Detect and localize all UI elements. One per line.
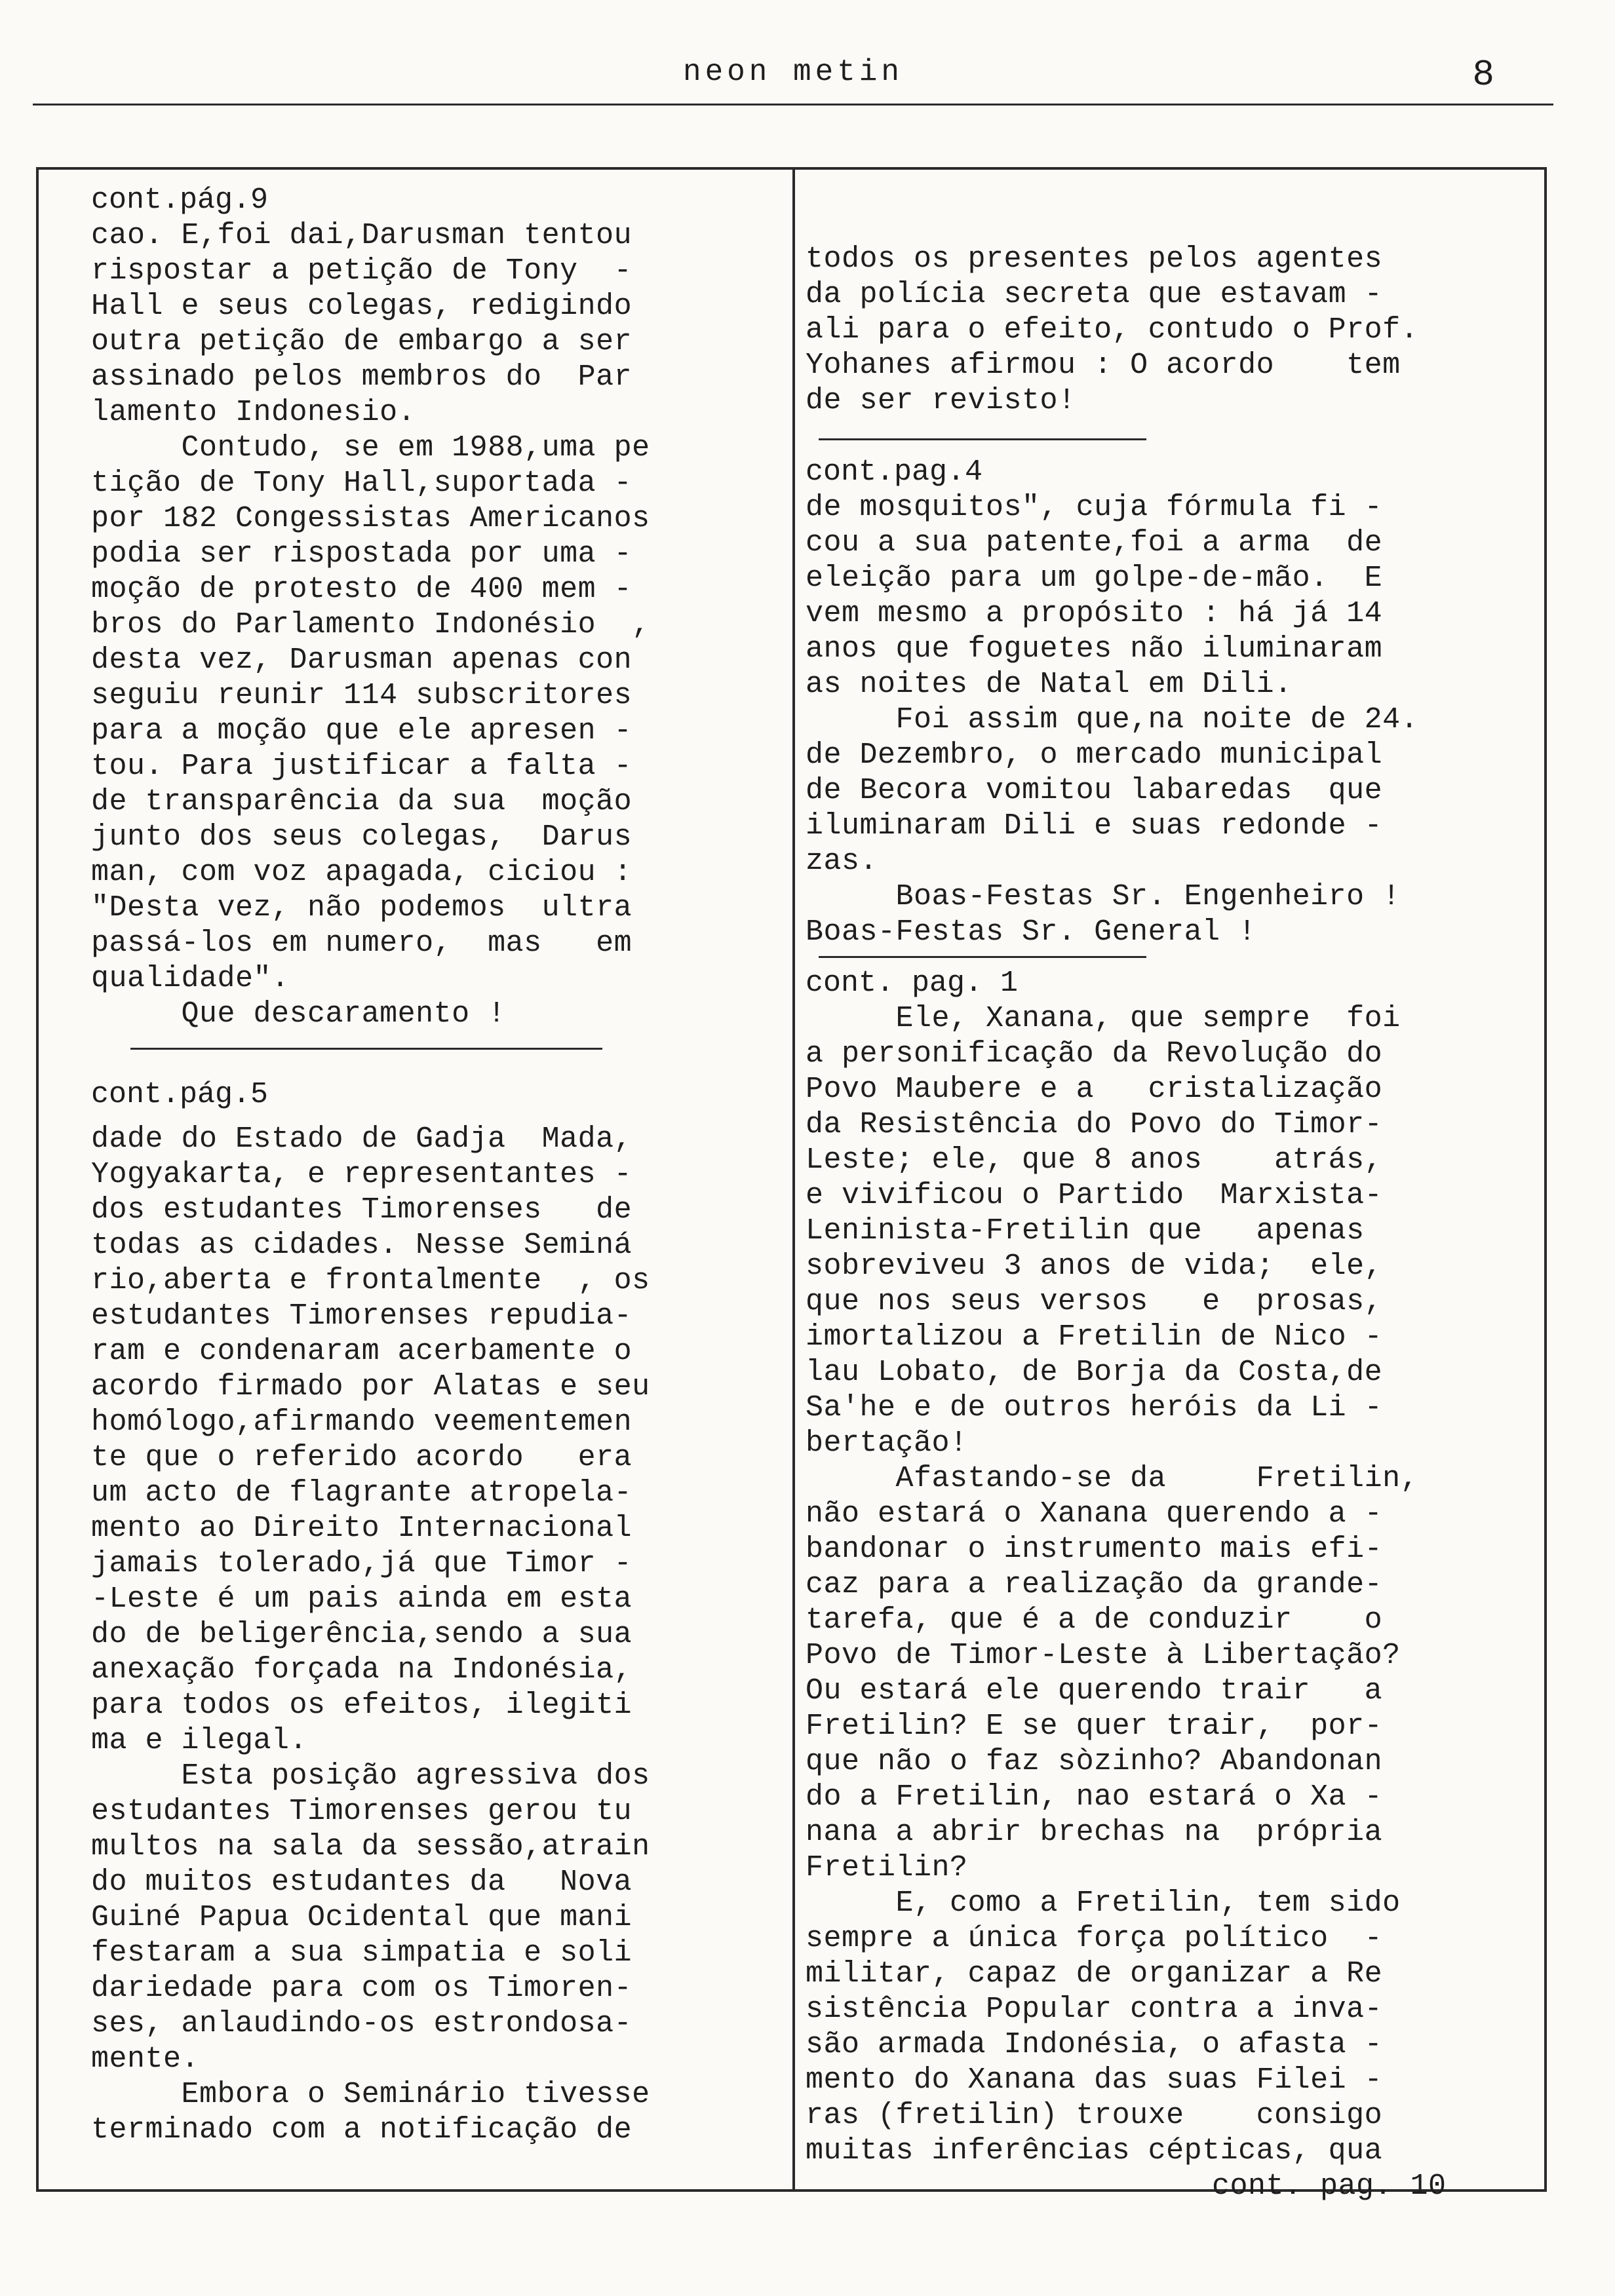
header-rule xyxy=(33,104,1553,105)
text-line: Foi assim que,na noite de 24. xyxy=(806,703,1419,737)
left-section-cont-pag-5 xyxy=(91,1077,786,2148)
text-line: para todos os efeitos, ilegiti xyxy=(91,1689,632,1722)
text-line: todos os presentes pelos agentes xyxy=(806,242,1383,276)
text-line: passá-los em numero, mas em xyxy=(91,927,632,960)
text-line: acordo firmado por Alatas e seu xyxy=(91,1370,650,1404)
continuation-note: cont. pag. 10 xyxy=(1212,2170,1447,2203)
text-line: sistência Popular contra a inva- xyxy=(806,1993,1383,2026)
text-line: da Resistência do Povo do Timor- xyxy=(806,1108,1383,1141)
text-line: mente. xyxy=(91,2042,200,2076)
text-line: te que o referido acordo era xyxy=(91,1441,632,1474)
text-line: ram e condenaram acerbamente o xyxy=(91,1335,632,1368)
text-line: tou. Para justificar a falta - xyxy=(91,750,632,783)
page-title: neon metin xyxy=(682,55,904,89)
text-line: man, com voz apagada, ciciou : xyxy=(91,856,632,889)
text-line: Afastando-se da Fretilin, xyxy=(806,1462,1419,1495)
text-line: Yogyakarta, e representantes - xyxy=(91,1158,632,1191)
text-line: de Becora vomitou labaredas que xyxy=(806,774,1383,807)
text-line: dade do Estado de Gadja Mada, xyxy=(91,1122,632,1156)
text-line: anexação forçada na Indonésia, xyxy=(91,1653,632,1687)
text-line: mento do Xanana das suas Filei - xyxy=(806,2063,1383,2097)
text-line: Boas-Festas Sr. Engenheiro ! xyxy=(806,880,1401,913)
text-line: eleição para um golpe-de-mão. E xyxy=(806,562,1383,595)
text-line: ali para o efeito, contudo o Prof. xyxy=(806,313,1419,347)
text-line: as noites de Natal em Dili. xyxy=(806,668,1293,701)
right-section-cont-pag-4 xyxy=(806,455,1533,950)
text-line: terminado com a notificação de xyxy=(91,2113,632,2147)
text-line: Leninista-Fretilin que apenas xyxy=(806,1214,1365,1248)
text-line: da polícia secreta que estavam - xyxy=(806,278,1383,311)
section-heading: cont.pag.4 xyxy=(806,455,983,489)
text-line: militar, capaz de organizar a Re xyxy=(806,1957,1383,1991)
left-section-cont-pag-9 xyxy=(91,183,786,1032)
text-line: sempre a única força político - xyxy=(806,1922,1383,1955)
text-line: rispostar a petição de Tony - xyxy=(91,254,632,288)
text-line: anos que foguetes não iluminaram xyxy=(806,632,1383,666)
text-line: Sa'he e de outros heróis da Li - xyxy=(806,1391,1383,1425)
text-line: cou a sua patente,foi a arma de xyxy=(806,526,1383,560)
text-line: lau Lobato, de Borja da Costa,de xyxy=(806,1356,1383,1389)
text-line: Fretilin? E se quer trair, por- xyxy=(806,1710,1383,1743)
text-line: festaram a sua simpatia e soli xyxy=(91,1936,632,1970)
section-separator xyxy=(130,1048,602,1050)
text-line: Fretilin? xyxy=(806,1851,968,1885)
text-line: zas. xyxy=(806,845,878,878)
text-line: Ele, Xanana, que sempre foi xyxy=(806,1002,1401,1035)
text-line: de Dezembro, o mercado municipal xyxy=(806,738,1383,772)
text-line: bertação! xyxy=(806,1426,968,1460)
text-line: ses, anlaudindo-os estrondosa- xyxy=(91,2007,632,2040)
text-line: tição de Tony Hall,suportada - xyxy=(91,467,632,500)
text-line: ma e ilegal. xyxy=(91,1724,308,1757)
text-line: não estará o Xanana querendo a - xyxy=(806,1497,1383,1531)
text-line: um acto de flagrante atropela- xyxy=(91,1476,632,1510)
text-line: Ou estará ele querendo trair a xyxy=(806,1674,1383,1708)
text-line: ras (fretilin) trouxe consigo xyxy=(806,2099,1383,2132)
text-line: sobreviveu 3 anos de vida; ele, xyxy=(806,1250,1383,1283)
section-separator xyxy=(819,438,1146,440)
text-line: dos estudantes Timorenses de xyxy=(91,1193,632,1227)
text-line: Povo de Timor-Leste à Libertação? xyxy=(806,1639,1401,1672)
text-line: de ser revisto! xyxy=(806,384,1076,417)
text-line: podia ser rispostada por uma - xyxy=(91,537,632,571)
text-line: dariedade para com os Timoren- xyxy=(91,1972,632,2005)
text-line: cao. E,foi dai,Darusman tentou xyxy=(91,219,632,252)
text-line: E, como a Fretilin, tem sido xyxy=(806,1886,1401,1920)
text-line: mento ao Direito Internacional xyxy=(91,1512,632,1545)
text-line: tarefa, que é a de conduzir o xyxy=(806,1603,1383,1637)
text-line: de transparência da sua moção xyxy=(91,785,632,818)
article-frame xyxy=(36,167,1547,2203)
text-line: nana a abrir brechas na própria xyxy=(806,1816,1383,1849)
right-section-continuation xyxy=(806,242,1533,419)
text-line: Yohanes afirmou : O acordo tem xyxy=(806,349,1401,382)
text-line: "Desta vez, não podemos ultra xyxy=(91,891,632,925)
text-line: Embora o Seminário tivesse xyxy=(91,2078,650,2111)
text-line: iluminaram Dili e suas redonde - xyxy=(806,809,1383,843)
section-heading: cont.pág.5 xyxy=(91,1078,269,1111)
text-line: bandonar o instrumento mais efi- xyxy=(806,1533,1383,1566)
text-line: muitas inferências cépticas, qua xyxy=(806,2134,1383,2168)
text-line: Que descaramento ! xyxy=(91,997,506,1031)
text-line: do de beligerência,sendo a sua xyxy=(91,1618,632,1651)
text-line: assinado pelos membros do Par xyxy=(91,360,632,394)
text-line: que nos seus versos e prosas, xyxy=(806,1285,1383,1318)
right-section-cont-pag-1 xyxy=(806,966,1533,2204)
text-line: rio,aberta e frontalmente , os xyxy=(91,1264,650,1297)
text-line: e vivificou o Partido Marxista- xyxy=(806,1179,1383,1212)
text-line: para a moção que ele apresen - xyxy=(91,714,632,748)
text-line: a personificação da Revolução do xyxy=(806,1037,1383,1071)
text-line: seguiu reunir 114 subscritores xyxy=(91,679,632,712)
text-line: do muitos estudantes da Nova xyxy=(91,1866,632,1899)
section-body xyxy=(806,490,1533,950)
section-separator xyxy=(819,956,1146,958)
section-body xyxy=(91,218,786,1032)
text-line: outra petição de embargo a ser xyxy=(91,325,632,358)
text-line: do a Fretilin, nao estará o Xa - xyxy=(806,1780,1383,1814)
text-line: estudantes Timorenses gerou tu xyxy=(91,1795,632,1828)
column-divider xyxy=(792,170,795,2189)
text-line: lamento Indonesio. xyxy=(91,396,416,429)
text-line: jamais tolerado,já que Timor - xyxy=(91,1547,632,1580)
text-line: homólogo,afirmando veementemen xyxy=(91,1406,632,1439)
text-line: -Leste é um pais ainda em esta xyxy=(91,1582,632,1616)
section-heading: cont. pag. 1 xyxy=(806,966,1019,1000)
text-line: Contudo, se em 1988,uma pe xyxy=(91,431,650,465)
text-line: moção de protesto de 400 mem - xyxy=(91,573,632,606)
text-line: são armada Indonésia, o afasta - xyxy=(806,2028,1383,2061)
text-line: Boas-Festas Sr. General ! xyxy=(806,915,1256,949)
text-line: estudantes Timorenses repudia- xyxy=(91,1299,632,1333)
text-line: junto dos seus colegas, Darus xyxy=(91,820,632,854)
text-line: vem mesmo a propósito : há já 14 xyxy=(806,597,1383,630)
page-number: 8 xyxy=(1472,54,1494,96)
text-line: imortalizou a Fretilin de Nico - xyxy=(806,1320,1383,1354)
text-line: qualidade". xyxy=(91,962,290,995)
text-line: desta vez, Darusman apenas con xyxy=(91,643,632,677)
section-body xyxy=(91,1122,786,2148)
text-line: bros do Parlamento Indonésio , xyxy=(91,608,650,641)
page-header xyxy=(33,46,1553,111)
text-line: Hall e seus colegas, redigindo xyxy=(91,290,632,323)
text-line: Leste; ele, que 8 anos atrás, xyxy=(806,1143,1383,1177)
text-line: de mosquitos", cuja fórmula fi - xyxy=(806,491,1383,524)
text-line: caz para a realização da grande- xyxy=(806,1568,1383,1601)
text-line: por 182 Congessistas Americanos xyxy=(91,502,650,535)
text-line: multos na sala da sessão,atrain xyxy=(91,1830,650,1864)
text-line: que não o faz sòzinho? Abandonan xyxy=(806,1745,1383,1778)
text-line: Guiné Papua Ocidental que mani xyxy=(91,1901,632,1934)
section-heading: cont.pág.9 xyxy=(91,183,269,217)
text-line: Esta posição agressiva dos xyxy=(91,1759,650,1793)
text-line: todas as cidades. Nesse Seminá xyxy=(91,1229,632,1262)
text-line: Povo Maubere e a cristalização xyxy=(806,1073,1383,1106)
section-body xyxy=(806,1001,1533,2204)
